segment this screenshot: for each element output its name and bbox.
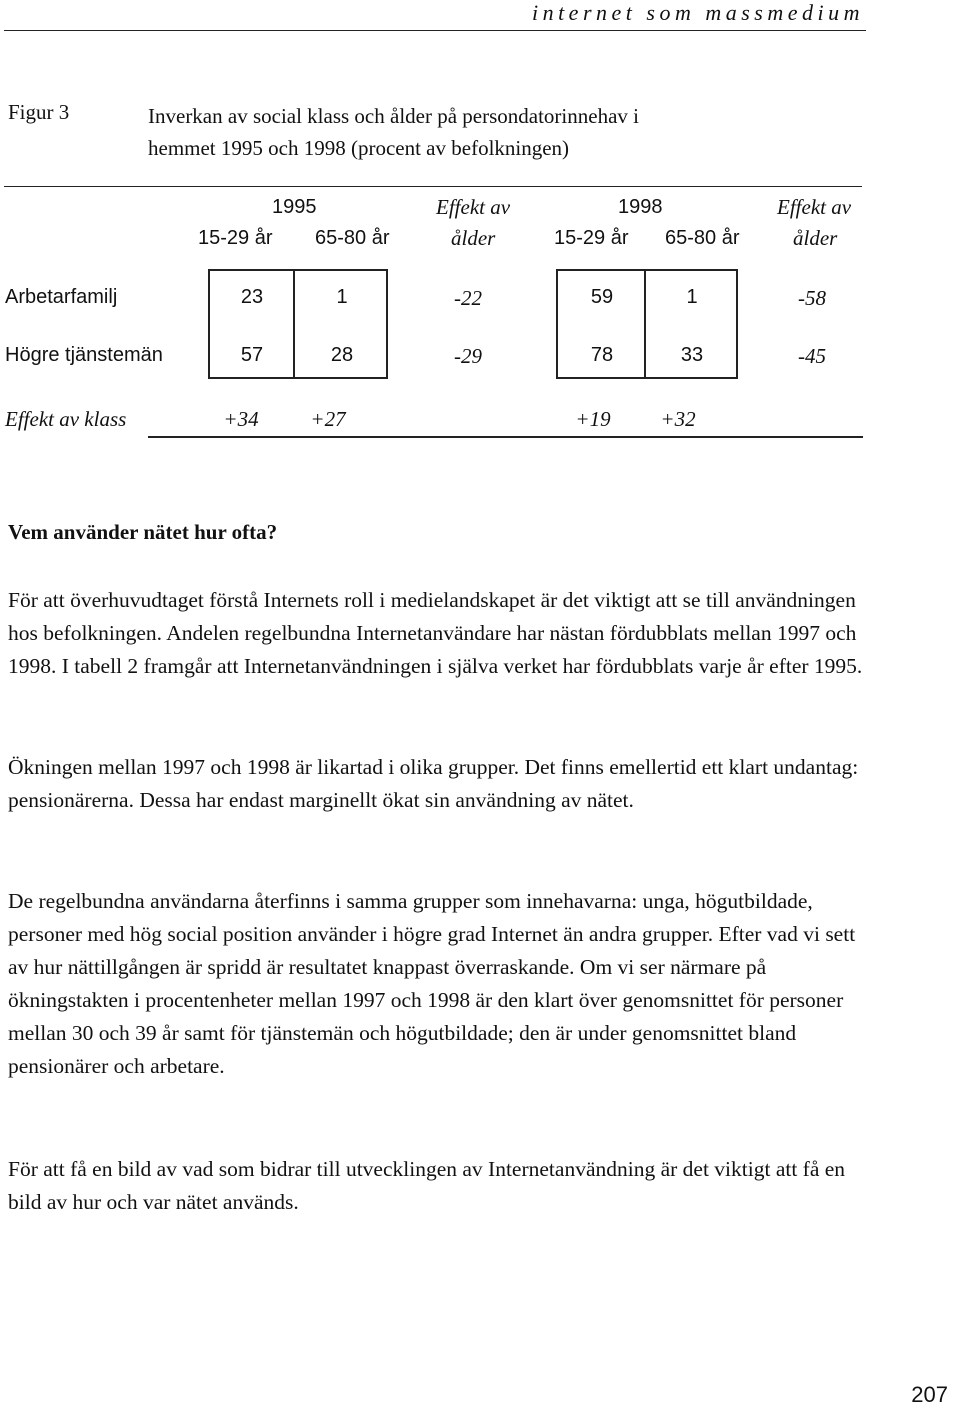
cell-1998-young: 78 (590, 344, 614, 366)
header-rule (4, 30, 866, 31)
table-bottom-rule (148, 436, 863, 438)
table-top-rule (4, 186, 862, 187)
cell-effect-1995: -29 (454, 344, 482, 368)
row-label-effekt-av-klass: Effekt av klass (5, 407, 127, 431)
cell-1998-old: 1 (686, 286, 698, 308)
cell-1995-young: 23 (240, 286, 264, 308)
header-1998-old: 65-80 år (665, 227, 740, 249)
paragraph: De regelbundna användarna återfinns i samma grupper som innehavarna: unga, högutbildade, personer med hög social position använder i högre grad Internet än andra grupper. Efter vad vi sett av hur nättillgången är spridd är resultatet knappast överraskande. Om vi ser närmare på ökningstakten i procentenheter mellan 1997 och 1998 är den klart över genomsnittet för personer mellan 30 och 39 år samt för tjänstemän och högutbildade; den är under genomsnittet bland pensionärer och arbetare. (8, 889, 856, 1078)
grid-1998-divider (644, 269, 646, 379)
header-effect-age-1998-line1: Effekt av (777, 195, 852, 219)
figure-label: Figur 3 (8, 100, 70, 124)
cell-effect-1998: -58 (798, 286, 826, 310)
grid-1995-divider (293, 269, 295, 379)
paragraph: Ökningen mellan 1997 och 1998 är likartad i olika grupper. Det finns emellertid ett klart undantag: pensionärerna. Dessa har endast marginellt ökat sin användning av nätet. (8, 755, 859, 812)
class-effect-1998-young: +19 (575, 407, 611, 431)
cell-1995-old: 1 (336, 286, 348, 308)
running-header: internet som massmedium (531, 0, 864, 25)
row-label-hogre-tjansteman: Högre tjänstemän (5, 344, 163, 366)
header-year-1998: 1998 (618, 196, 663, 218)
header-year-1995: 1995 (272, 196, 317, 218)
cell-1995-old: 28 (330, 344, 354, 366)
page-number: 207 (911, 1382, 948, 1407)
header-1995-old: 65-80 år (315, 227, 390, 249)
header-1998-young: 15-29 år (554, 227, 629, 249)
cell-1995-young: 57 (240, 344, 264, 366)
header-1995-young: 15-29 år (198, 227, 273, 249)
class-effect-1995-young: +34 (223, 407, 259, 431)
class-effect-1998-old: +32 (660, 407, 696, 431)
header-effect-age-1995-line2: ålder (451, 226, 496, 250)
cell-effect-1998: -45 (798, 344, 826, 368)
cell-effect-1995: -22 (454, 286, 482, 310)
class-effect-1995-old: +27 (310, 407, 346, 431)
figure-title (148, 100, 848, 164)
header-effect-age-1995-line1: Effekt av (436, 195, 511, 219)
cell-1998-old: 33 (680, 344, 704, 366)
figure-title-line-1: Inverkan av social klass och ålder på persondatorinnehav i (148, 104, 639, 128)
figure-title-line-2: hemmet 1995 och 1998 (procent av befolkningen) (148, 136, 570, 160)
paragraph: För att få en bild av vad som bidrar till utvecklingen av Internetanvändning är det viktigt att få en bild av hur och var nätet används. (8, 1157, 846, 1214)
section-heading: Vem använder nätet hur ofta? (8, 520, 278, 544)
header-effect-age-1998-line2: ålder (793, 226, 838, 250)
paragraph: För att överhuvudtaget förstå Internets roll i medielandskapet är det viktigt att se till användningen hos befolkningen. Andelen regelbundna Internetanvändare har nästan fördubblats mellan 1997 och 1998. I tabell 2 framgår att Internetanvändningen i själva verket har fördubblats varje år efter 1995. (8, 588, 863, 678)
cell-1998-young: 59 (590, 286, 614, 308)
row-label-arbetarfamilj: Arbetarfamilj (5, 286, 118, 308)
